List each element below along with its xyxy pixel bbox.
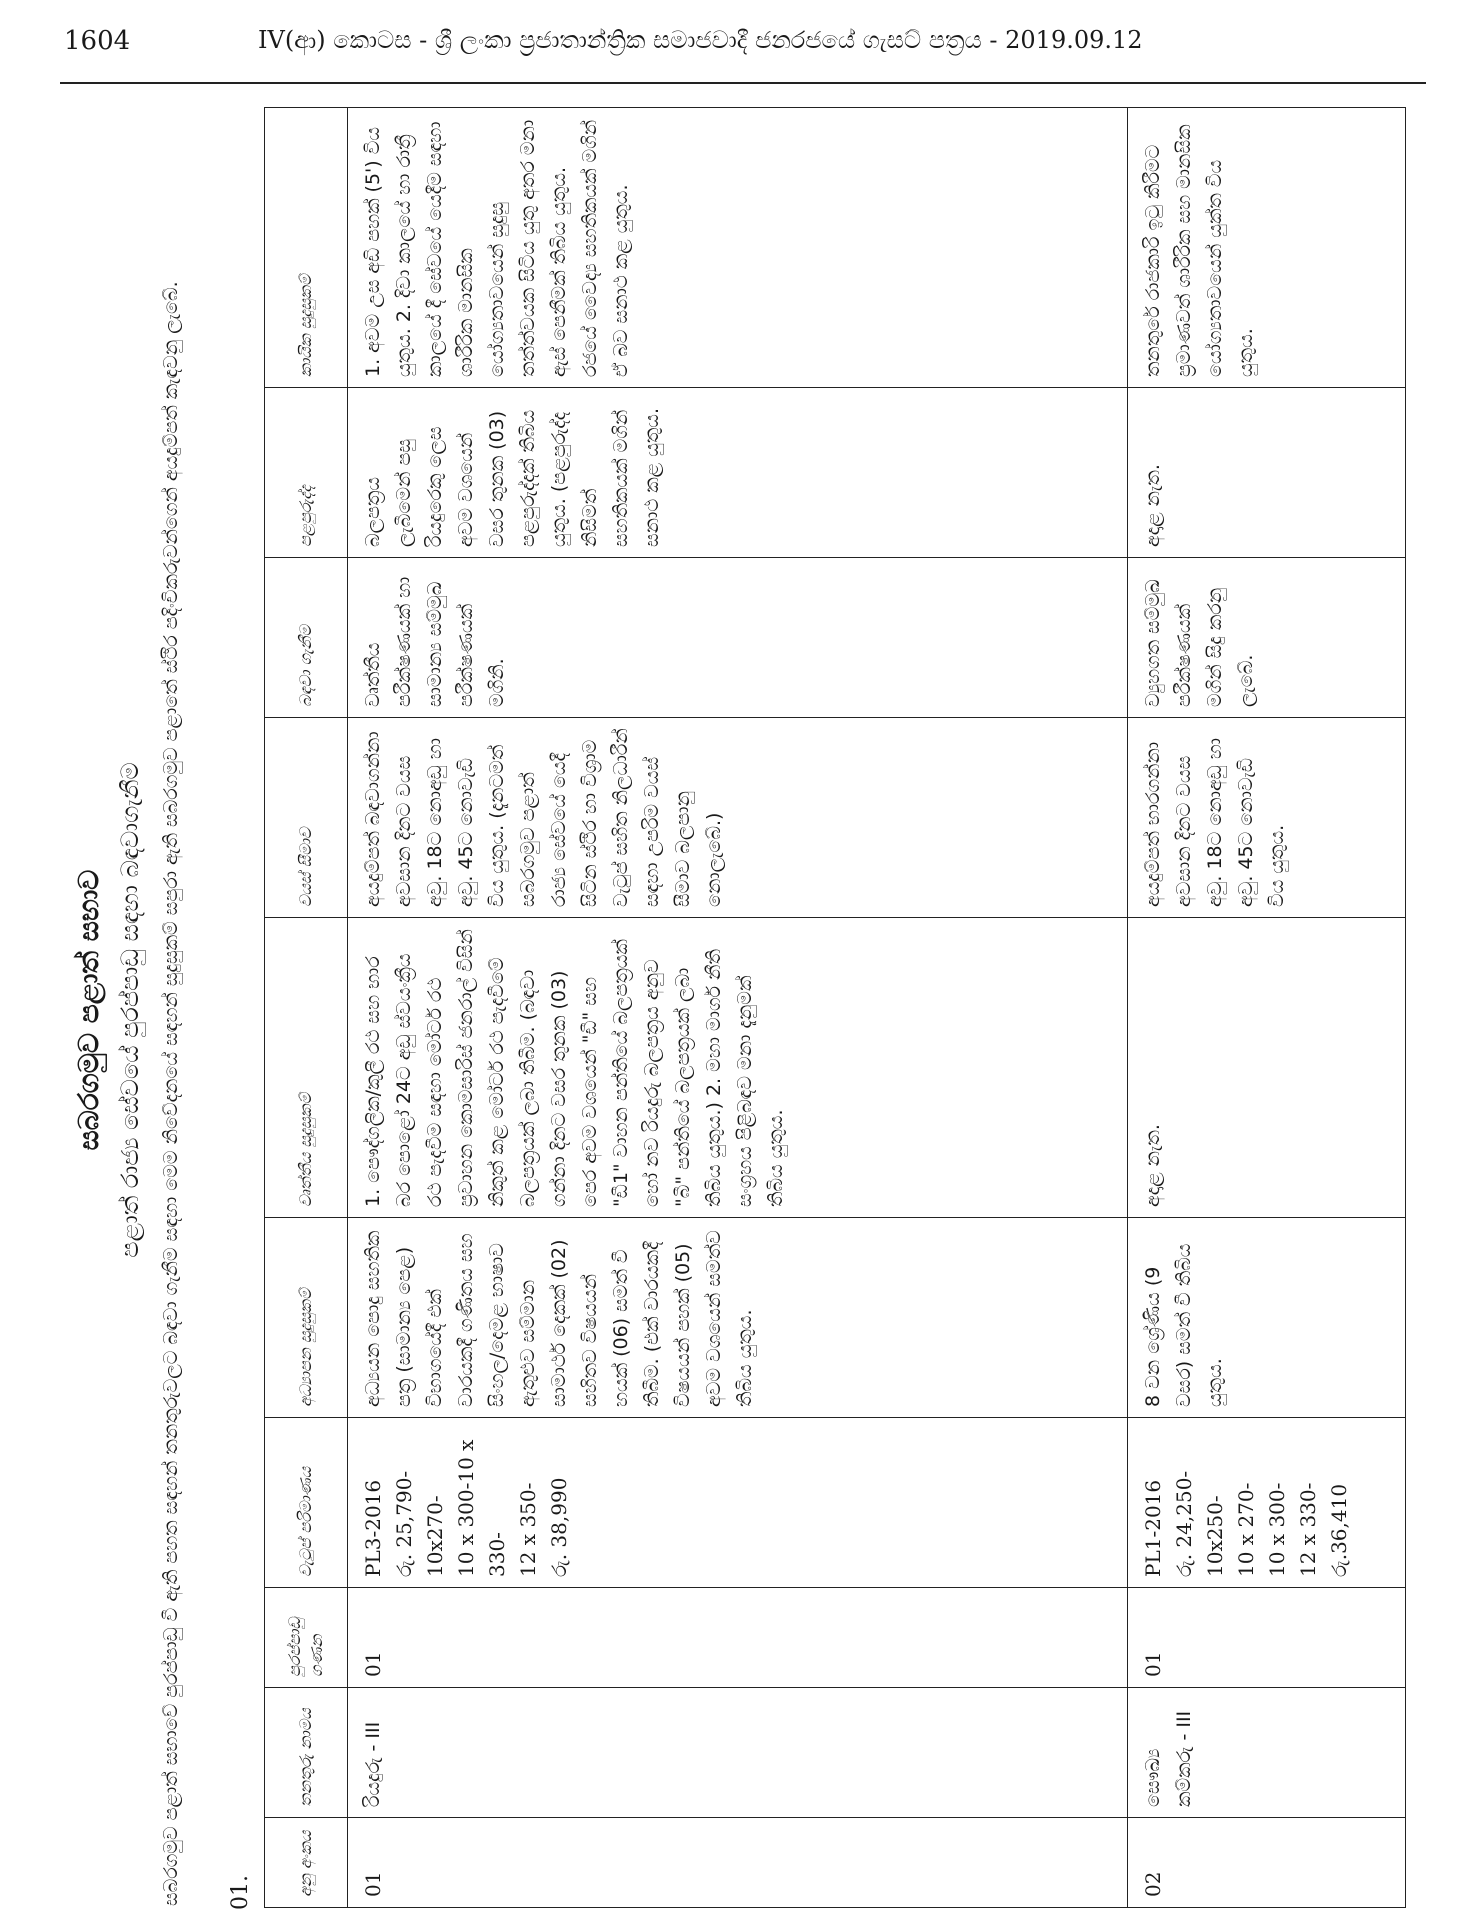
salary-line: 10x250- bbox=[1203, 1495, 1227, 1577]
salary-scale bbox=[348, 1418, 1128, 1588]
salary-scale bbox=[1128, 1418, 1406, 1588]
row-number: 02 bbox=[1128, 1818, 1406, 1908]
salary-line: PL3-2016 bbox=[361, 1479, 385, 1577]
row-number: 01 bbox=[348, 1818, 1128, 1908]
column-header: බඳවා ගැනීම bbox=[265, 558, 348, 718]
column-header: කායික සුදුසුකම් bbox=[265, 108, 348, 388]
salary-line: රු. 24,250- bbox=[1172, 1470, 1196, 1577]
age-limit: අයදුම්පත් බඳවාගන්නා අවසාන දිනට වයස අවු. 18ට නොඅඩු හා අවු. 45ට නොවැඩි විය යුතුය. (දැනටමත් සබරගමුව පළාත් රාජ්‍ය සේවයේ යෙදී සිටින ස්ථිර හා විශ්‍රාම වැටුප් සහිත නිලධාරීන් සඳහා උපරිම වයස් සීමාව බලපානු නොලැබේ.) bbox=[348, 718, 1128, 918]
table-row bbox=[1128, 108, 1406, 1908]
recruitment-method: ව්‍යුහගත සම්මුඛ පරීක්ෂණයක් මගින් සිදු කරනු ලැබේ. bbox=[1128, 558, 1406, 718]
page-number: 1604 bbox=[64, 26, 131, 56]
post-name: සෞඛ්‍ය කම්කරු - III bbox=[1128, 1688, 1406, 1818]
notice-sub-title: පළාත් රාජ්‍ය සේවයේ පුරප්පාඩු සඳහා බඳවාගැනීම bbox=[116, 762, 144, 1258]
column-header: වැටුප් පරිමාණය bbox=[265, 1418, 348, 1588]
salary-line: 12 x 330- bbox=[1296, 1482, 1320, 1577]
salary-line: 12 x 350- bbox=[516, 1482, 540, 1577]
salary-line: 10x270- bbox=[423, 1495, 447, 1577]
experience: බලපත්‍රය ලැබීමෙන් පසු රියදුරෙකු ලෙස අවම වශයෙන් වසර තුනක (03) පළපුරුද්දක් තිබිය යුතුය. (පළපුරුද්ද නිසිමත් සහතිකයක් මගින් සනාථ කළ යුතුය. bbox=[348, 388, 1128, 558]
section-number: 01. bbox=[228, 1875, 253, 1910]
header-divider bbox=[60, 82, 1426, 84]
recruitment-method: වෘත්තීය පරීක්ෂණයක් හා සාමාන්‍ය සම්මුඛ පරීක්ෂණයක් මගිනි. bbox=[348, 558, 1128, 718]
column-header: පුරප්පාඩු ගණන bbox=[265, 1588, 348, 1688]
salary-line: PL1-2016 bbox=[1141, 1479, 1165, 1577]
column-header: අධ්‍යාපන සුදුසුකම් bbox=[265, 1218, 348, 1418]
notice-main-title: සබරගමුව පළාත් සභාව bbox=[72, 869, 105, 1151]
table-row bbox=[348, 108, 1128, 1908]
gazette-header bbox=[0, 0, 1478, 80]
post-name: රියදුරු - III bbox=[348, 1688, 1128, 1818]
notice-heading bbox=[64, 104, 253, 1916]
physical-qualifications: තනතුරේ රාජකාරි ඉටු කිරීමට ප්‍රමාණවත් ශාරීරික සහ මානසික යෝග්‍යතාවයෙන් යුක්ත විය යුතුය. bbox=[1128, 108, 1406, 388]
salary-line: රු.36,410 bbox=[1327, 1483, 1351, 1577]
salary-line: 10 x 270- bbox=[1234, 1482, 1258, 1577]
vacancy-count: 01 bbox=[348, 1588, 1128, 1688]
salary-line: 330- bbox=[485, 1532, 509, 1577]
education-qualifications: අධ්‍යයන පොදු සහතික පත්‍ර (සාමාන්‍ය පෙළ) විභාගයේදී එක් වාරයකදී ගණිතය සහ සිංහල/දෙමළ භාෂාව ඇතුළුව සම්මාන සාමාර්ථ දෙකක් (02) සහිතව විෂයයන් හයක් (06) සමත් වී තිබීම. (එක් වාරයකදී විෂයයන් පහක් (05) අවම වශයෙන් සමත්ව තිබිය යුතුය. bbox=[348, 1218, 1128, 1418]
experience: අදාළ නැත. bbox=[1128, 388, 1406, 558]
salary-line: රු. 38,990 bbox=[547, 1477, 571, 1577]
salary-line: රු. 25,790- bbox=[392, 1470, 416, 1577]
gazette-title: IV(ආ) කොටස - ශ්‍රී ලංකා ප්‍රජාතාන්ත්‍රික සමාජවාදී ජනරජයේ ගැසට් පත්‍රය - 2019.09.12 bbox=[258, 26, 1143, 54]
salary-line: 10 x 300-10 x bbox=[454, 1439, 478, 1577]
physical-qualifications: 1. අවම උස අඩි පහක් (5') විය යුතුය. 2. දිවා කාලයේ හා රාත්‍රී කාලයේ දී සේවයේ යෙදීම සඳහා ශාරීරික මානසික යෝග්‍යතාවයෙන් සුදුසු තත්ත්වයක සිටිය යුතු අතර මනා ඇස් පෙනීමක් තිබිය යුතුය. රජයේ වෛද්‍ය සහතිකයක් මගින් ඒ බව සනාථ කළ යුතුය. bbox=[348, 108, 1128, 388]
professional-qualifications: අදාළ නැත. bbox=[1128, 918, 1406, 1218]
vacancy-count: 01 bbox=[1128, 1588, 1406, 1688]
notice-intro: සබරගමුව පළාත් සභාවේ පුරප්පාඩු වී ඇති පහත සඳහන් තනතුරුවලට බඳවා ගැනීම සඳහා මෙම නිවේදනයේ සඳහන් සුදුසුකම් සපුරා ඇති සබරගමුව පළාතේ ස්ථිර පදිංචිකරුවන්ගෙන් අයදුම්පත් කැඳවනු ලැබේ. bbox=[160, 281, 182, 1906]
column-header: වයස් සීමාව bbox=[265, 718, 348, 918]
column-header: පළපුරුද්ද bbox=[265, 388, 348, 558]
salary-line: 10 x 300- bbox=[1265, 1482, 1289, 1577]
age-limit: අයදුම්පත් භාරගන්නා අවසාන දිනට වයස අවු. 18ට නොඅඩු හා අවු. 45ට නොවැඩි විය යුතුය. bbox=[1128, 718, 1406, 918]
column-header: වෘත්තීය සුදුසුකම් bbox=[265, 918, 348, 1218]
rotated-notice bbox=[64, 104, 1414, 1916]
table-header-row bbox=[265, 108, 348, 1908]
column-header: තනතුරු නාමය bbox=[265, 1688, 348, 1818]
education-qualifications: 8 වන ශ්‍රේණිය (9 වසර) සමත් වී තිබිය යුතුය. bbox=[1128, 1218, 1406, 1418]
vacancy-table bbox=[264, 107, 1406, 1908]
professional-qualifications: 1. පෞද්ගලික/කුලී රථ සහ භාර බර පොළෝ 24ට අඩු ස්වයංක්‍රීය රථ පැදවීම සඳහා මෝටර් රථ ප්‍රවාහන කොමසාරිස් ජනරාල් විසින් නිකුත් කළ මෝටර් රථ පැදවීමේ බලපත්‍රයක් ලබා තිබීම. (බඳවා ගන්නා දිනට වසර තුනක (03) පෙර අවම වශයෙන් "ඩී" සහ "ඩී1" වාහන පන්තියේ බලපත්‍රයක් හෝ නව රියදුරු බලපත්‍රය අනුව "බී" පන්තියේ බලපත්‍රයක් ලබා තිබිය යුතුය.) 2. මහා මාර්ග නීති සංග්‍රහය පිළිබඳව මනා දැනුමක් තිබිය යුතුය. bbox=[348, 918, 1128, 1218]
column-header: අනු අංකය bbox=[265, 1818, 348, 1908]
